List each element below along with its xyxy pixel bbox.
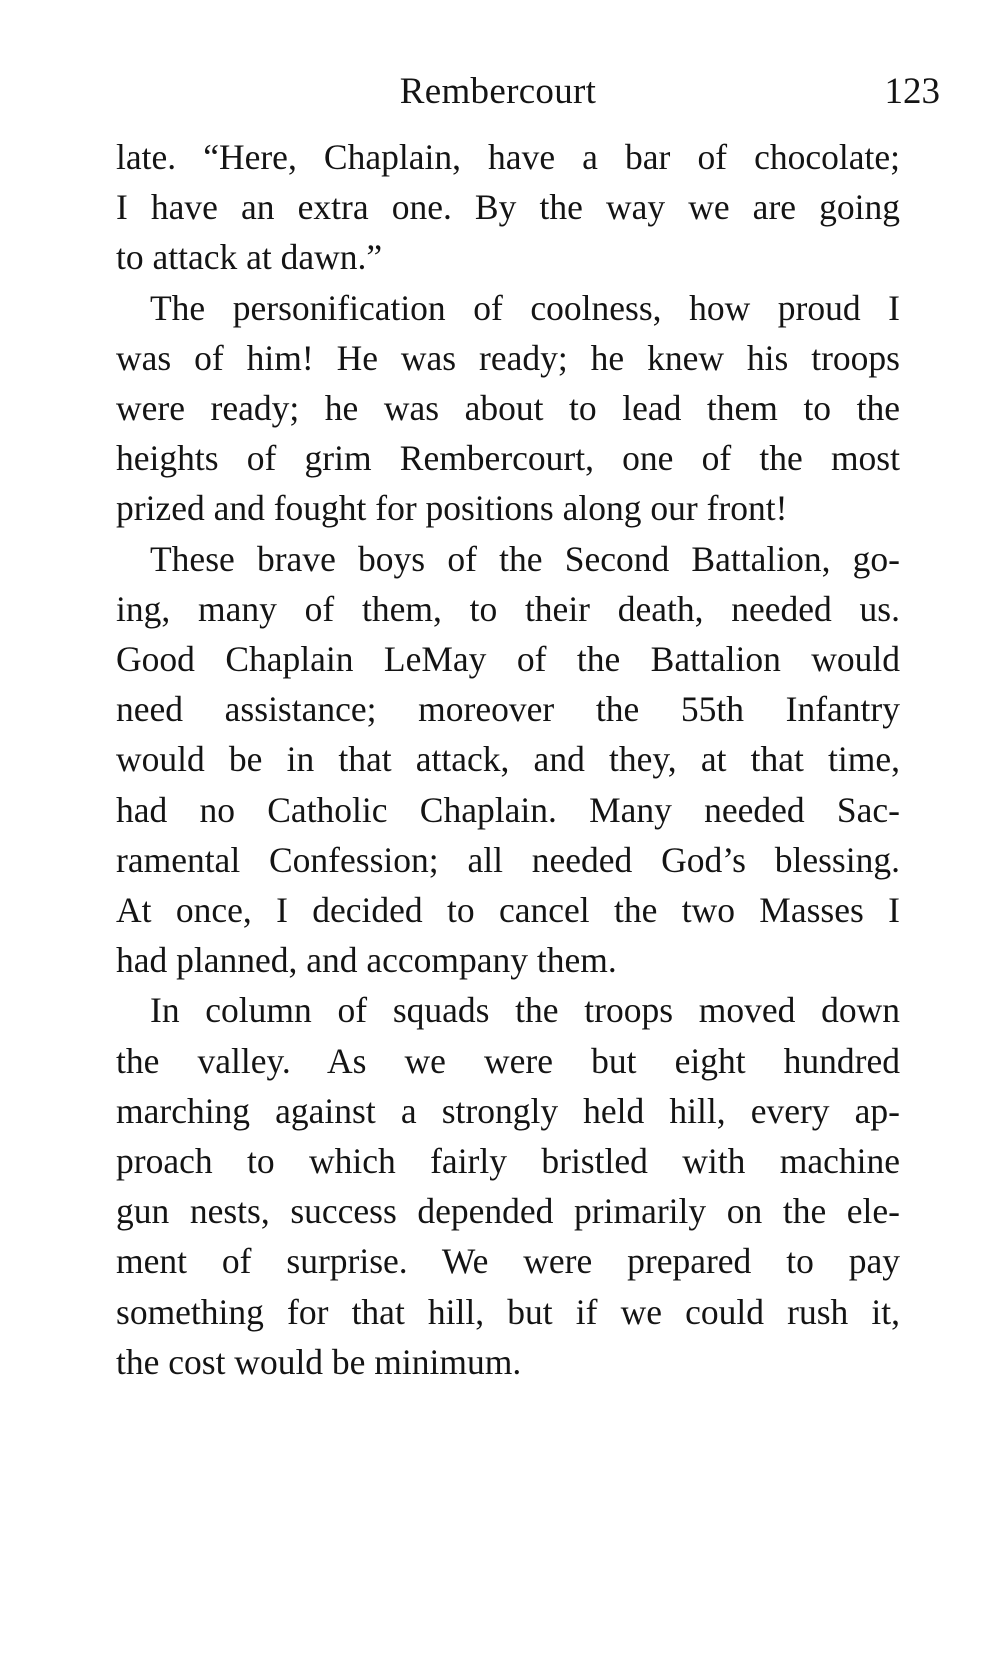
text-line: late. “Here, Chaplain, have a bar of chocolate; bbox=[116, 137, 900, 177]
text-line: was of him! He was ready; he knew his troops bbox=[116, 337, 900, 378]
text-line: ramental Confession; all needed God’s blessing. bbox=[116, 839, 900, 880]
text-line: ment of surprise. We were prepared to pay bbox=[116, 1241, 900, 1282]
text-line: the valley. As we were but eight hundred bbox=[116, 1040, 900, 1081]
text-line: I have an extra one. By the way we are going bbox=[116, 187, 900, 228]
text-line: The personification of coolness, how proud I bbox=[150, 287, 900, 328]
text-line: At once, I decided to cancel the two Masses I bbox=[116, 890, 900, 931]
running-title: Rembercourt bbox=[399, 71, 597, 112]
text-line: ing, many of them, to their death, needed us. bbox=[116, 588, 900, 629]
text-line: heights of grim Rembercourt, one of the most bbox=[116, 438, 900, 479]
text-line: had planned, and accompany them. bbox=[116, 940, 617, 981]
text-line: to attack at dawn.” bbox=[116, 237, 383, 278]
paragraph-1 bbox=[116, 132, 900, 283]
text-line: were ready; he was about to lead them to the bbox=[116, 388, 900, 429]
text-line: Good Chaplain LeMay of the Battalion would bbox=[116, 639, 900, 680]
paragraph-2 bbox=[116, 283, 900, 534]
running-head bbox=[116, 70, 940, 118]
text-line: These brave boys of the Second Battalion, go- bbox=[150, 538, 900, 579]
text-line: the cost would be minimum. bbox=[116, 1341, 522, 1382]
text-line: need assistance; moreover the 55th Infantry bbox=[116, 689, 900, 730]
paragraph-4 bbox=[116, 985, 900, 1387]
text-line: had no Catholic Chaplain. Many needed Sac- bbox=[116, 789, 900, 830]
body-text bbox=[116, 132, 900, 1387]
text-line: would be in that attack, and they, at that time, bbox=[116, 739, 900, 780]
text-line: In column of squads the troops moved down bbox=[150, 990, 900, 1031]
text-line: marching against a strongly held hill, every ap- bbox=[116, 1090, 900, 1131]
text-line: something for that hill, but if we could rush it, bbox=[116, 1291, 900, 1332]
text-line: proach to which fairly bristled with machine bbox=[116, 1141, 900, 1182]
paragraph-3 bbox=[116, 534, 900, 986]
text-line: gun nests, success depended primarily on the ele- bbox=[116, 1191, 900, 1232]
text-line: prized and fought for positions along our front! bbox=[116, 488, 788, 529]
page-number: 123 bbox=[884, 71, 940, 112]
